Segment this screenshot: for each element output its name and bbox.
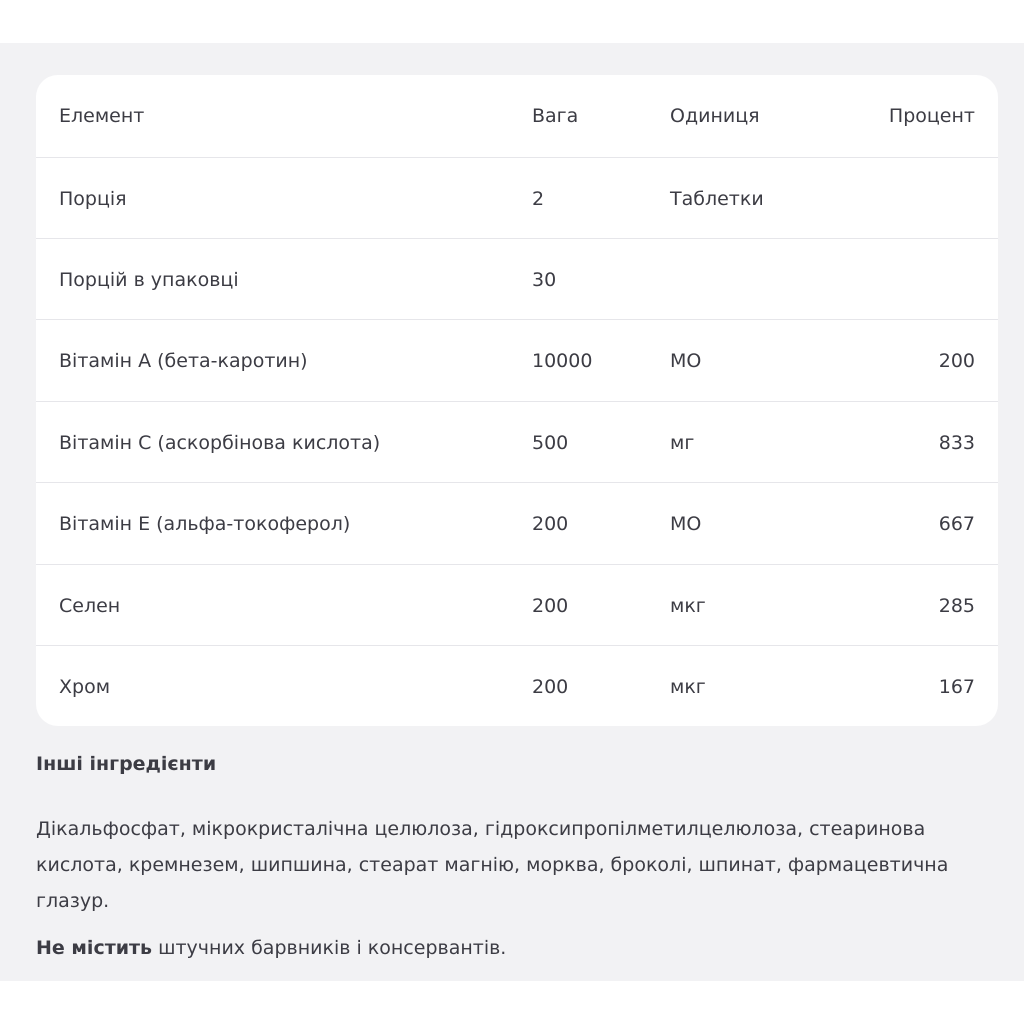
cell-unit: МО <box>670 512 702 535</box>
table-row <box>36 564 998 646</box>
table-row <box>36 238 998 320</box>
cell-weight: 30 <box>532 268 557 291</box>
header-unit: Одиниця <box>670 105 760 127</box>
cell-percent: 285 <box>938 594 975 617</box>
cell-element: Хром <box>59 675 111 698</box>
cell-weight: 200 <box>532 594 569 617</box>
note-bold: Не містить <box>36 937 153 959</box>
cell-element: Порцій в упаковці <box>59 268 239 291</box>
cell-weight: 10000 <box>532 349 593 372</box>
note-text: штучних барвників і консервантів. <box>152 937 507 959</box>
header-element: Елемент <box>59 105 145 127</box>
header-weight: Вага <box>532 105 579 127</box>
cell-weight: 2 <box>532 187 545 210</box>
table-row <box>36 319 998 401</box>
other-ingredients-title: Інші інгредієнти <box>36 753 217 775</box>
content-panel <box>0 43 1024 981</box>
cell-percent: 167 <box>938 675 975 698</box>
cell-element: Вітамін Е (альфа-токоферол) <box>59 512 351 535</box>
cell-weight: 500 <box>532 431 569 454</box>
cell-unit: Таблетки <box>670 187 764 210</box>
cell-unit: МО <box>670 349 702 372</box>
cell-percent: 200 <box>938 349 975 372</box>
cell-percent: 833 <box>938 431 975 454</box>
cell-weight: 200 <box>532 675 569 698</box>
cell-unit: мкг <box>670 675 706 698</box>
cell-unit: мг <box>670 431 695 454</box>
nutrition-table <box>36 75 998 726</box>
cell-weight: 200 <box>532 512 569 535</box>
cell-element: Вітамін А (бета-каротин) <box>59 349 308 372</box>
table-row <box>36 157 998 239</box>
table-header-row <box>36 75 998 157</box>
ingredients-text: Дікальфосфат, мікрокристалічна целюлоза, гідроксипропілметилцелюлоза, стеаринова кислота, кремнезем, шипшина, стеарат магнію, морква, броколі, шпинат, фармацевтична глазур. <box>36 818 949 912</box>
cell-unit: мкг <box>670 594 706 617</box>
cell-element: Селен <box>59 594 121 617</box>
table-row <box>36 645 998 726</box>
table-row <box>36 401 998 483</box>
table-row <box>36 482 998 564</box>
cell-element: Вітамін С (аскорбінова кислота) <box>59 431 381 454</box>
cell-element: Порція <box>59 187 127 210</box>
cell-percent: 667 <box>938 512 975 535</box>
no-additives-note <box>36 937 506 959</box>
header-percent: Процент <box>888 105 975 127</box>
